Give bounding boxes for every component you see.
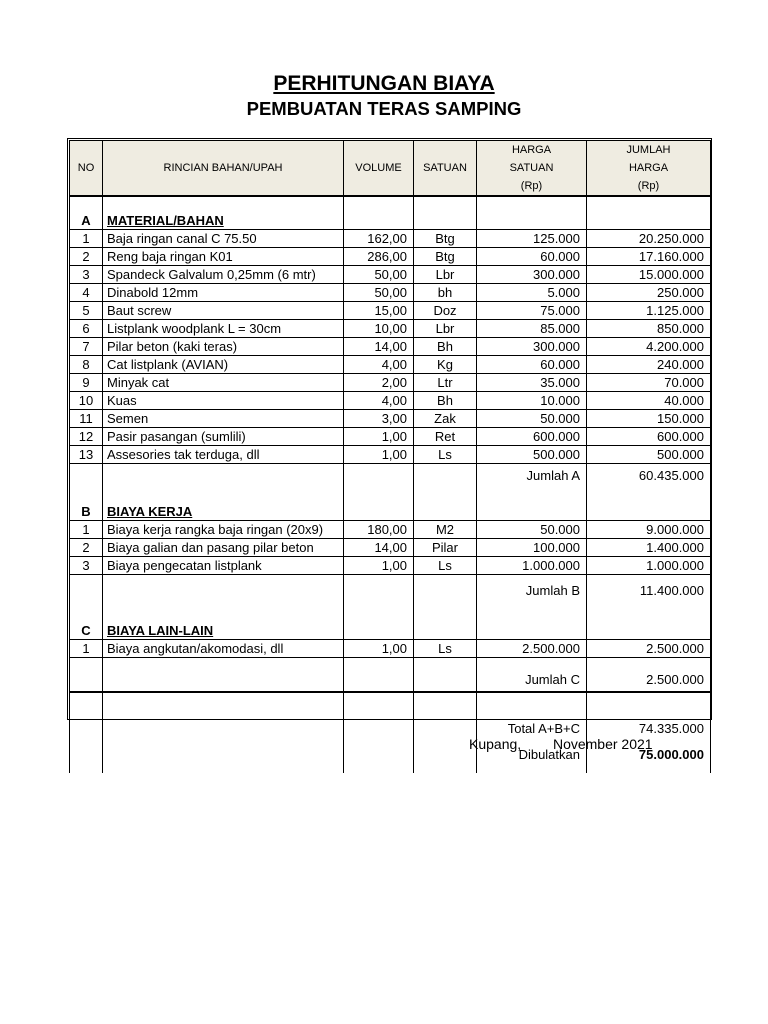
rounded-value: 75.000.000 [587,737,711,773]
row-description: Spandeck Galvalum 0,25mm (6 mtr) [103,266,344,284]
grand-total-row [70,692,711,737]
empty-cell [587,607,711,640]
empty-cell [414,692,477,737]
row-unit-price: 50.000 [477,521,587,539]
header-harga-line2: SATUAN [509,162,554,174]
table-row [70,284,711,302]
row-unit-price: 75.000 [477,302,587,320]
row-description: Semen [103,410,344,428]
subtotal-row [70,658,711,693]
row-volume: 50,00 [344,266,414,284]
table-row [70,640,711,658]
row-description: Biaya pengecatan listplank [103,557,344,575]
row-total: 1.125.000 [587,302,711,320]
row-description: Cat listplank (AVIAN) [103,356,344,374]
row-number: 7 [70,338,103,356]
empty-cell [414,196,477,230]
cost-table [69,140,711,773]
row-unit: bh [414,284,477,302]
header-jumlah-line1: JUMLAH [626,144,671,156]
section-header-row [70,488,711,521]
header-harga-line3: (Rp) [520,180,543,192]
empty-cell [103,737,344,773]
row-volume: 1,00 [344,640,414,658]
empty-cell [414,607,477,640]
row-unit: Ret [414,428,477,446]
row-total: 4.200.000 [587,338,711,356]
row-unit: Ltr [414,374,477,392]
row-total: 70.000 [587,374,711,392]
section-letter: B [70,488,103,521]
row-unit: Ls [414,557,477,575]
row-unit: M2 [414,521,477,539]
row-description: Biaya kerja rangka baja ringan (20x9) [103,521,344,539]
row-unit-price: 500.000 [477,446,587,464]
row-unit-price: 60.000 [477,248,587,266]
empty-cell [70,658,103,693]
empty-cell [414,658,477,693]
row-unit: Ls [414,446,477,464]
row-description: Pasir pasangan (sumlili) [103,428,344,446]
row-volume: 162,00 [344,230,414,248]
row-unit-price: 1.000.000 [477,557,587,575]
header-harga-line1: HARGA [511,144,552,156]
section-letter: A [70,196,103,230]
empty-cell [103,692,344,737]
subtotal-label: Jumlah C [477,658,587,693]
empty-cell [70,464,103,489]
row-volume: 4,00 [344,356,414,374]
row-total: 20.250.000 [587,230,711,248]
row-number: 10 [70,392,103,410]
row-total: 240.000 [587,356,711,374]
row-unit: Lbr [414,320,477,338]
row-total: 1.000.000 [587,557,711,575]
table-row [70,230,711,248]
row-total: 1.400.000 [587,539,711,557]
table-row [70,266,711,284]
section-letter: C [70,607,103,640]
section-header-row [70,607,711,640]
subtotal-value: 60.435.000 [587,464,711,489]
row-unit-price: 5.000 [477,284,587,302]
row-total: 850.000 [587,320,711,338]
row-volume: 1,00 [344,557,414,575]
signature-place: Kupang, [469,736,522,752]
empty-cell [344,737,414,773]
header-satuan: SATUAN [414,141,477,197]
table-row [70,410,711,428]
empty-cell [344,607,414,640]
row-volume: 180,00 [344,521,414,539]
row-number: 1 [70,230,103,248]
table-row [70,557,711,575]
empty-cell [414,737,477,773]
row-unit: Ls [414,640,477,658]
empty-cell [414,464,477,489]
subtotal-label: Jumlah B [477,575,587,608]
row-unit: Btg [414,248,477,266]
row-volume: 10,00 [344,320,414,338]
row-number: 2 [70,248,103,266]
row-unit-price: 100.000 [477,539,587,557]
row-volume: 14,00 [344,539,414,557]
row-description: Baut screw [103,302,344,320]
section-title: BIAYA KERJA [103,488,344,521]
row-total: 9.000.000 [587,521,711,539]
table-row [70,248,711,266]
empty-cell [477,607,587,640]
table-row [70,338,711,356]
row-total: 500.000 [587,446,711,464]
row-unit: Lbr [414,266,477,284]
empty-cell [344,692,414,737]
row-volume: 1,00 [344,446,414,464]
row-description: Biaya galian dan pasang pilar beton [103,539,344,557]
empty-cell [70,692,103,737]
section-title: BIAYA LAIN-LAIN [103,607,344,640]
header-jumlah-line2: HARGA [628,162,669,174]
row-total: 600.000 [587,428,711,446]
header-no: NO [70,141,103,197]
row-volume: 2,00 [344,374,414,392]
table-row [70,374,711,392]
total-value: 74.335.000 [587,692,711,737]
row-volume: 4,00 [344,392,414,410]
subtotal-row [70,575,711,608]
row-volume: 14,00 [344,338,414,356]
row-volume: 15,00 [344,302,414,320]
row-description: Dinabold 12mm [103,284,344,302]
row-number: 13 [70,446,103,464]
subtotal-label: Jumlah A [477,464,587,489]
header-row [70,141,711,197]
table-row [70,539,711,557]
signature-line [469,736,653,752]
empty-cell [344,488,414,521]
row-unit-price: 60.000 [477,356,587,374]
row-number: 3 [70,266,103,284]
header-rincian: RINCIAN BAHAN/UPAH [103,141,344,197]
row-volume: 3,00 [344,410,414,428]
row-description: Pilar beton (kaki teras) [103,338,344,356]
row-volume: 286,00 [344,248,414,266]
row-unit: Bh [414,392,477,410]
row-unit: Kg [414,356,477,374]
table-row [70,392,711,410]
row-number: 11 [70,410,103,428]
row-description: Baja ringan canal C 75.50 [103,230,344,248]
row-unit-price: 125.000 [477,230,587,248]
section-header-row [70,196,711,230]
subtotal-row [70,464,711,489]
row-total: 2.500.000 [587,640,711,658]
header-jumlah [587,141,711,197]
empty-cell [344,658,414,693]
table-row [70,428,711,446]
row-description: Biaya angkutan/akomodasi, dll [103,640,344,658]
document-title: PERHITUNGAN BIAYA [273,72,495,95]
empty-cell [587,196,711,230]
row-unit-price: 50.000 [477,410,587,428]
row-number: 1 [70,521,103,539]
row-volume: 50,00 [344,284,414,302]
row-total: 250.000 [587,284,711,302]
empty-cell [103,464,344,489]
row-number: 9 [70,374,103,392]
subtotal-value: 2.500.000 [587,658,711,693]
table-row [70,446,711,464]
table-row [70,356,711,374]
row-unit-price: 300.000 [477,338,587,356]
row-number: 8 [70,356,103,374]
empty-cell [344,464,414,489]
row-description: Assesories tak terduga, dll [103,446,344,464]
row-total: 15.000.000 [587,266,711,284]
row-unit-price: 85.000 [477,320,587,338]
row-number: 12 [70,428,103,446]
empty-cell [103,575,344,608]
row-total: 150.000 [587,410,711,428]
empty-cell [414,488,477,521]
row-unit: Btg [414,230,477,248]
row-total: 40.000 [587,392,711,410]
total-label: Total A+B+C [477,692,587,737]
row-unit-price: 10.000 [477,392,587,410]
empty-cell [103,658,344,693]
row-unit-price: 300.000 [477,266,587,284]
table-row [70,302,711,320]
empty-cell [344,196,414,230]
row-unit: Bh [414,338,477,356]
header-volume: VOLUME [344,141,414,197]
header-harga [477,141,587,197]
rounded-label: Dibulatkan [477,737,587,773]
empty-cell [477,196,587,230]
empty-cell [344,575,414,608]
row-description: Kuas [103,392,344,410]
row-number: 6 [70,320,103,338]
row-description: Listplank woodplank L = 30cm [103,320,344,338]
document-subtitle: PEMBUATAN TERAS SAMPING [246,98,522,119]
row-volume: 1,00 [344,428,414,446]
table-row [70,521,711,539]
row-unit: Doz [414,302,477,320]
row-description: Reng baja ringan K01 [103,248,344,266]
section-title: MATERIAL/BAHAN [103,196,344,230]
empty-cell [587,488,711,521]
signature-date: November 2021 [552,736,653,752]
empty-cell [70,575,103,608]
row-number: 3 [70,557,103,575]
row-total: 17.160.000 [587,248,711,266]
empty-cell [70,737,103,773]
table-row [70,320,711,338]
row-unit-price: 35.000 [477,374,587,392]
row-unit-price: 600.000 [477,428,587,446]
empty-cell [477,488,587,521]
row-unit-price: 2.500.000 [477,640,587,658]
row-number: 2 [70,539,103,557]
empty-cell [414,575,477,608]
row-number: 4 [70,284,103,302]
row-unit: Pilar [414,539,477,557]
row-number: 5 [70,302,103,320]
row-unit: Zak [414,410,477,428]
row-number: 1 [70,640,103,658]
subtotal-value: 11.400.000 [587,575,711,608]
header-jumlah-line3: (Rp) [637,180,660,192]
row-description: Minyak cat [103,374,344,392]
